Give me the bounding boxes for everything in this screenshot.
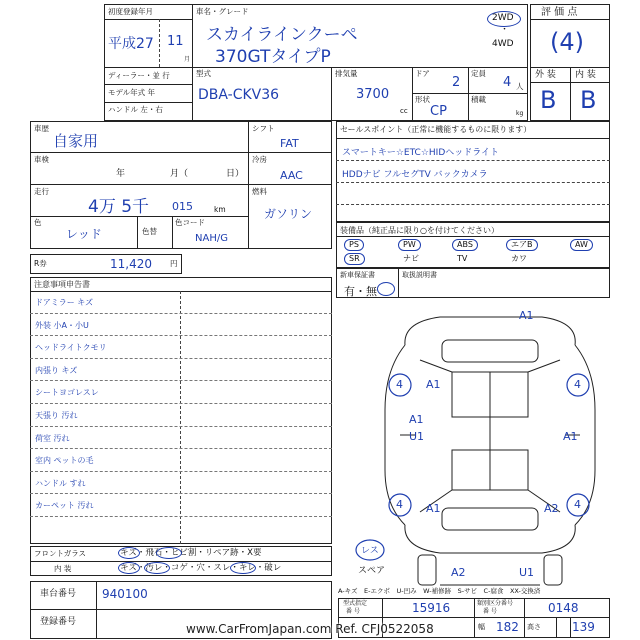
interior-circle-dirt (144, 562, 170, 574)
first-reg-value: 平成27 (108, 36, 154, 52)
damage-mark: U1 (519, 566, 535, 579)
specs-divider (30, 152, 248, 153)
damage-mark: A1 (426, 378, 441, 391)
note-text: 外装 小A・小U (35, 320, 89, 330)
specs-divider (248, 184, 332, 185)
color-label: 色 (34, 218, 42, 227)
height-value: 139 (572, 620, 595, 634)
note-text: 室内 ペットの毛 (35, 456, 94, 466)
shape-label: 形状 (415, 95, 430, 104)
drive-4wd: 4WD (492, 39, 514, 49)
ext-label: 外 装 (535, 70, 556, 80)
warranty-label: 新車保証書 (340, 271, 375, 279)
displacement-unit: cc (400, 107, 408, 115)
category-label: 類別区分番号 (477, 600, 514, 607)
glass-circle-chip (156, 547, 182, 559)
interior-circle-wear (230, 562, 256, 574)
tire-depth: 4 (396, 378, 403, 391)
damage-mark: A1 (426, 502, 441, 515)
month-value: 11 (167, 34, 184, 49)
note-text: 天張り 汚れ (35, 411, 78, 420)
eval-label: 評 価 点 (541, 7, 578, 18)
recycle-box (30, 254, 182, 274)
note-text: 荷室 汚れ (35, 433, 70, 443)
drive-2wd: 2WD (492, 13, 514, 23)
shift-value: FAT (280, 137, 299, 150)
note-row (30, 314, 332, 337)
recycle-unit: 円 (170, 259, 178, 268)
note-text: 内張り キズ (35, 365, 78, 375)
type-cert-label: 型式指定 (343, 600, 368, 607)
equipment-item: AW (570, 239, 593, 251)
load-unit: kg (516, 110, 524, 117)
car-name: スカイラインクーペ (206, 25, 358, 45)
handle-label: ハンドル 左・右 (108, 105, 163, 114)
damage-mark: A2 (544, 502, 559, 515)
note-row (30, 472, 332, 495)
fuel-value: ガソリン (264, 207, 313, 221)
recycle-value: 11,420 (110, 257, 152, 271)
note-text: シートヨゴレスレ (35, 388, 99, 398)
door-value: 2 (452, 75, 461, 90)
door-label: ドア (415, 69, 430, 78)
usage-value: 自家用 (53, 132, 99, 150)
warranty-value: 有・無 (344, 285, 377, 298)
cert-divider (570, 617, 571, 638)
note-row (30, 494, 332, 517)
damage-mark: A2 (451, 566, 466, 579)
equipment-item: カワ (511, 254, 527, 263)
footer-divider (30, 609, 332, 610)
sales-points-line-2: HDDナビ フルセグTV バックカメラ (342, 170, 488, 180)
header-divider (192, 67, 193, 121)
type-cert-value: 15916 (412, 601, 451, 615)
inspection-label: 車検 (34, 155, 49, 164)
shape-value: CP (430, 104, 447, 119)
color-code-label: 色コード (175, 218, 205, 227)
glass-divider (30, 561, 332, 562)
name-grade-label: 車名・グレード (196, 7, 249, 16)
shift-label: シフト (252, 124, 275, 133)
notes-title: 注意事項申告書 (34, 280, 90, 289)
displacement-value: 3700 (356, 87, 390, 102)
tire-depth: 4 (574, 498, 581, 511)
ext-value: B (540, 86, 557, 114)
capacity-value: 4 (503, 75, 512, 90)
note-row (30, 336, 332, 359)
ac-value: AAC (280, 169, 303, 182)
note-row (30, 291, 332, 314)
damage-mark: A1 (519, 309, 534, 322)
specs-divider (248, 152, 332, 153)
sales-points-title: セールスポイント（正常に機能するものに限ります） (340, 125, 532, 134)
eval-value: (4) (550, 28, 584, 56)
reg-number-label: 登録番号 (40, 617, 77, 627)
drive-dot: ・ (500, 25, 510, 35)
specs-divider (172, 216, 173, 249)
header-divider (104, 67, 528, 68)
displacement-label: 排気量 (335, 69, 358, 78)
note-text: カーペット 汚れ (35, 501, 94, 511)
month-unit: 月 (184, 56, 191, 63)
width-label: 幅 (478, 623, 485, 631)
capacity-label: 定員 (471, 69, 486, 78)
width-value: 182 (496, 620, 519, 634)
interior-label: 内 装 (54, 564, 72, 573)
note-text: ハンドル すれ (35, 478, 86, 488)
inspection-month: 月（ (170, 169, 189, 179)
notes-list (30, 291, 332, 544)
damage-mark: A1 (409, 413, 424, 426)
mileage-digits: 015 (172, 200, 193, 213)
color-value: レッド (66, 227, 102, 241)
glass-value: キズ・飛石・ヒビ割・リペア跡・X要 (120, 548, 262, 558)
equip-divider (336, 236, 610, 237)
note-row (30, 449, 332, 472)
watermark: www.CarFromJapan.com Ref. CFJ0522058 (186, 622, 434, 636)
header-divider (412, 67, 413, 121)
note-row (30, 359, 332, 382)
model-year-label: モデル年式 年 (108, 88, 156, 97)
equipment-title: 装備品（純正品に限り○を付けてください） (340, 226, 499, 235)
specs-divider (30, 184, 248, 185)
grade: 370GTタイプP (215, 47, 331, 67)
mileage-unit: km (214, 205, 226, 214)
type-cert-sub: 番 号 (346, 608, 360, 615)
damage-mark: U1 (409, 430, 425, 443)
capacity-unit: 人 (516, 82, 524, 91)
mileage-label: 走行 (34, 187, 49, 196)
equipment-item: PW (398, 239, 421, 251)
recycle-label: R券 (34, 259, 47, 268)
color-no-label: 色替 (142, 227, 157, 236)
header-divider (159, 19, 160, 67)
equipment-row (340, 252, 608, 266)
header-divider (412, 93, 528, 94)
usage-label: 車歴 (34, 124, 49, 133)
dealer-label: ディーラー・並 行 (108, 71, 170, 80)
ac-label: 冷房 (252, 155, 267, 164)
sales-divider (336, 204, 610, 205)
int-label: 内 装 (575, 70, 596, 80)
interior-value: キズ・汚レ・コゲ・穴・スレ・キレ・破レ (120, 563, 282, 573)
equipment-item: SR (344, 253, 365, 265)
specs-divider (137, 216, 138, 249)
equipment-item: ABS (452, 239, 478, 251)
header-divider (104, 19, 192, 20)
equipment-item: エアB (506, 239, 538, 251)
damage-legend: A-キズ E-エクボ U-凹み W-補修跡 S-サビ C-腐食 XX-交換済 (338, 587, 541, 595)
sales-divider (336, 160, 610, 161)
glass-label: フロントガラス (34, 549, 87, 558)
int-value: B (580, 86, 597, 114)
tire-depth: 4 (396, 498, 403, 511)
load-label: 積載 (471, 95, 486, 104)
warranty-circle (377, 282, 395, 296)
interior-circle-scratch (118, 562, 140, 574)
header-divider (192, 4, 193, 67)
header-divider (104, 84, 192, 85)
fuel-label: 燃料 (252, 187, 267, 196)
equipment-item: PS (344, 239, 364, 251)
cert-divider (474, 598, 475, 638)
note-row (30, 381, 332, 404)
height-label: 高さ (527, 623, 541, 631)
spare-label: スペア (358, 566, 386, 576)
category-sub: 番 号 (483, 608, 497, 615)
note-text: ヘッドライトクモリ (35, 343, 107, 353)
equipment-item: ナビ (403, 254, 419, 263)
inspection-day: 日） (226, 169, 245, 179)
footer-divider (96, 581, 97, 639)
color-code-value: NAH/G (195, 233, 228, 244)
car-number-value: 940100 (102, 587, 148, 601)
header-divider (468, 67, 469, 121)
cert-divider (556, 617, 557, 638)
equipment-item: TV (457, 254, 468, 263)
spare-less: レス (361, 546, 379, 556)
note-row (30, 404, 332, 427)
sales-points-line-1: スマートキー☆ETC☆HIDヘッドライト (342, 148, 499, 158)
header-divider (530, 19, 610, 20)
note-text: ドアミラー キズ (35, 298, 94, 307)
category-value: 0148 (548, 601, 579, 615)
header-divider (331, 67, 332, 121)
header-divider (570, 67, 571, 121)
note-row (30, 427, 332, 450)
tire-depth: 4 (574, 378, 581, 391)
sales-divider (336, 182, 610, 183)
warranty-box (336, 268, 610, 298)
inspection-year: 年 (116, 169, 126, 179)
mileage-value: 4万 5千 (88, 197, 150, 217)
cert-divider (524, 598, 525, 638)
car-number-label: 車台番号 (40, 589, 77, 599)
damage-mark: A1 (563, 430, 578, 443)
specs-divider (248, 121, 249, 249)
manual-label: 取扱説明書 (402, 271, 437, 279)
sales-divider (336, 138, 610, 139)
model-type-value: DBA-CKV36 (198, 87, 280, 103)
model-type-label: 型式 (196, 69, 211, 78)
equipment-row (340, 238, 608, 252)
header-divider (530, 82, 610, 83)
first-reg-label: 初度登録年月 (108, 7, 153, 16)
glass-circle-scratch (118, 547, 140, 559)
header-divider (104, 102, 192, 103)
warranty-divider (398, 268, 399, 298)
